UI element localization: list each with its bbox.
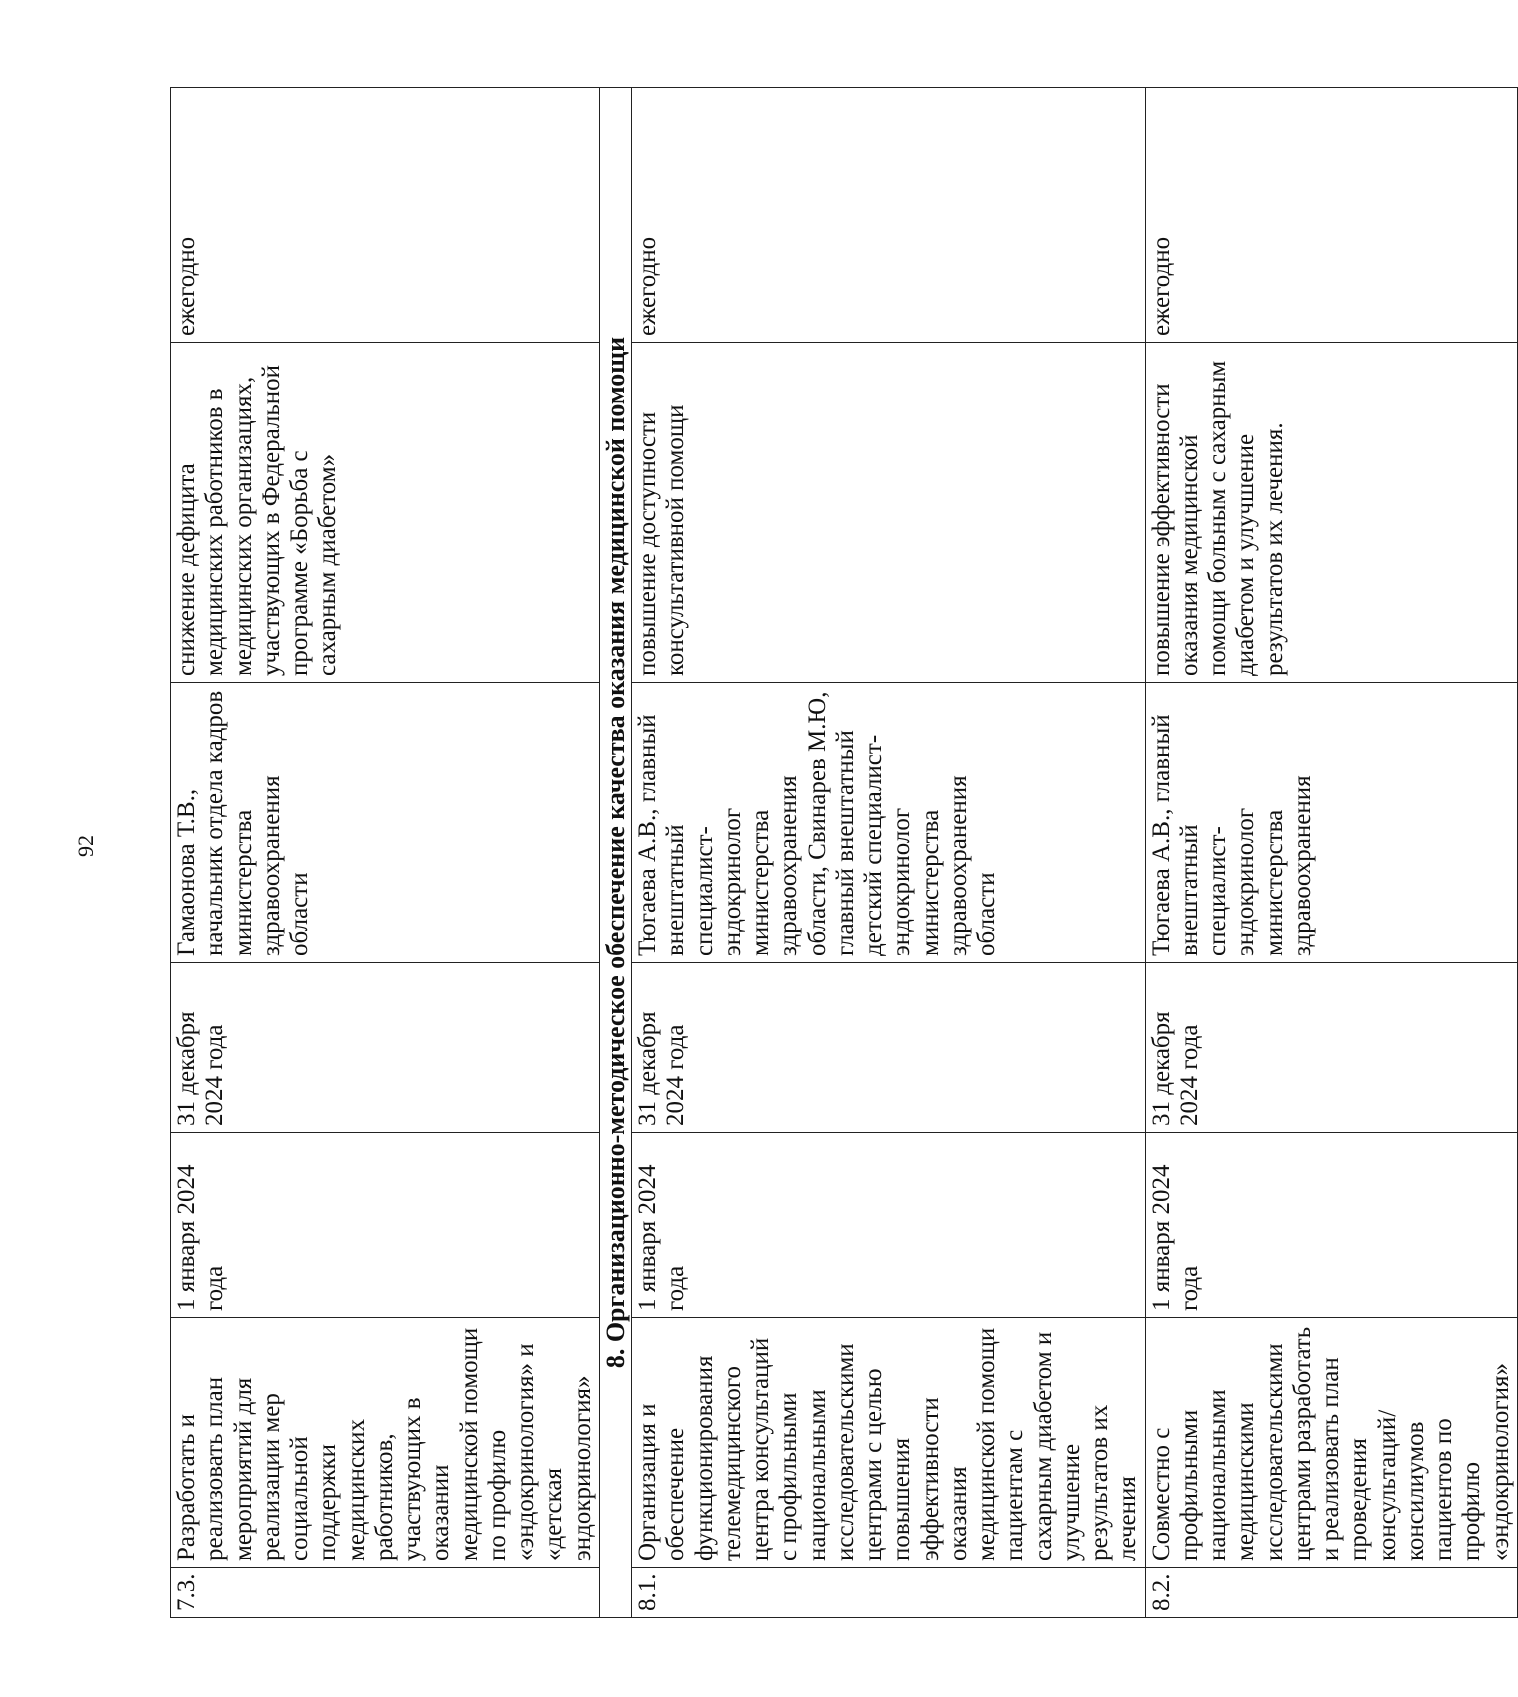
responsible-cell: Тюгаева А.В., главный внештатный специалист-эндокринолог министерства здравоохранения области, Свинарев М.Ю, главный внештатный детский специалист-эндокринолог министерства здравоохранения области	[632, 683, 1146, 963]
end-date-cell: 31 декабря 2024 года	[1145, 963, 1517, 1133]
action-cell: Разработать и реализовать план мероприятий для реализации мер социальной поддержки медицинских работников, участвующих в оказании медицинской помощи по профилю «эндокринология» и «детская эндокринология»	[171, 1318, 600, 1568]
action-plan-table	[170, 87, 1518, 1618]
frequency-cell: ежегодно	[1145, 88, 1517, 343]
frequency-cell: ежегодно	[632, 88, 1146, 343]
frequency-cell: ежегодно	[171, 88, 600, 343]
rotated-table-sheet	[170, 88, 1514, 1618]
section-header-row	[599, 88, 631, 1618]
action-cell: Организация и обеспечение функционирования телемедицинского центра консультаций с профильными национальными исследовательскими центрами с целью повышения эффективности оказания медицинской помощи пациентам с сахарным диабетом и улучшение результатов их лечения	[632, 1318, 1146, 1568]
table-row	[1145, 88, 1517, 1618]
row-number: 8.1.	[632, 1568, 1146, 1618]
page-number: 92	[73, 835, 98, 857]
row-number: 7.3.	[171, 1568, 600, 1618]
start-date-cell: 1 января 2024 года	[632, 1133, 1146, 1318]
responsible-cell: Тюгаева А.В., главный внештатный специалист-эндокринолог министерства здравоохранения	[1145, 683, 1517, 963]
table-row	[632, 88, 1146, 1618]
end-date-cell: 31 декабря 2024 года	[632, 963, 1146, 1133]
start-date-cell: 1 января 2024 года	[1145, 1133, 1517, 1318]
result-cell: снижение дефицита медицинских работников в медицинских организациях, участвующих в Федеральной программе «Борьба с сахарным диабетом»	[171, 343, 600, 683]
result-cell: повышение эффективности оказания медицинской помощи больным с сахарным диабетом и улучшение результатов их лечения.	[1145, 343, 1517, 683]
row-number: 8.2.	[1145, 1568, 1517, 1618]
start-date-cell: 1 января 2024 года	[171, 1133, 600, 1318]
section-title: 8. Организационно-методическое обеспечение качества оказания медицинской помощи	[599, 88, 631, 1618]
table-row	[171, 88, 600, 1618]
responsible-cell: Гамаонова Т.В., начальник отдела кадров министерства здравоохранения области	[171, 683, 600, 963]
action-cell: Совместно с профильными национальными медицинскими исследовательскими центрами разработать и реализовать план проведения консультаций/ консилиумов пациентов по профилю «эндокринология»	[1145, 1318, 1517, 1568]
result-cell: повышение доступности консультативной помощи	[632, 343, 1146, 683]
end-date-cell: 31 декабря 2024 года	[171, 963, 600, 1133]
